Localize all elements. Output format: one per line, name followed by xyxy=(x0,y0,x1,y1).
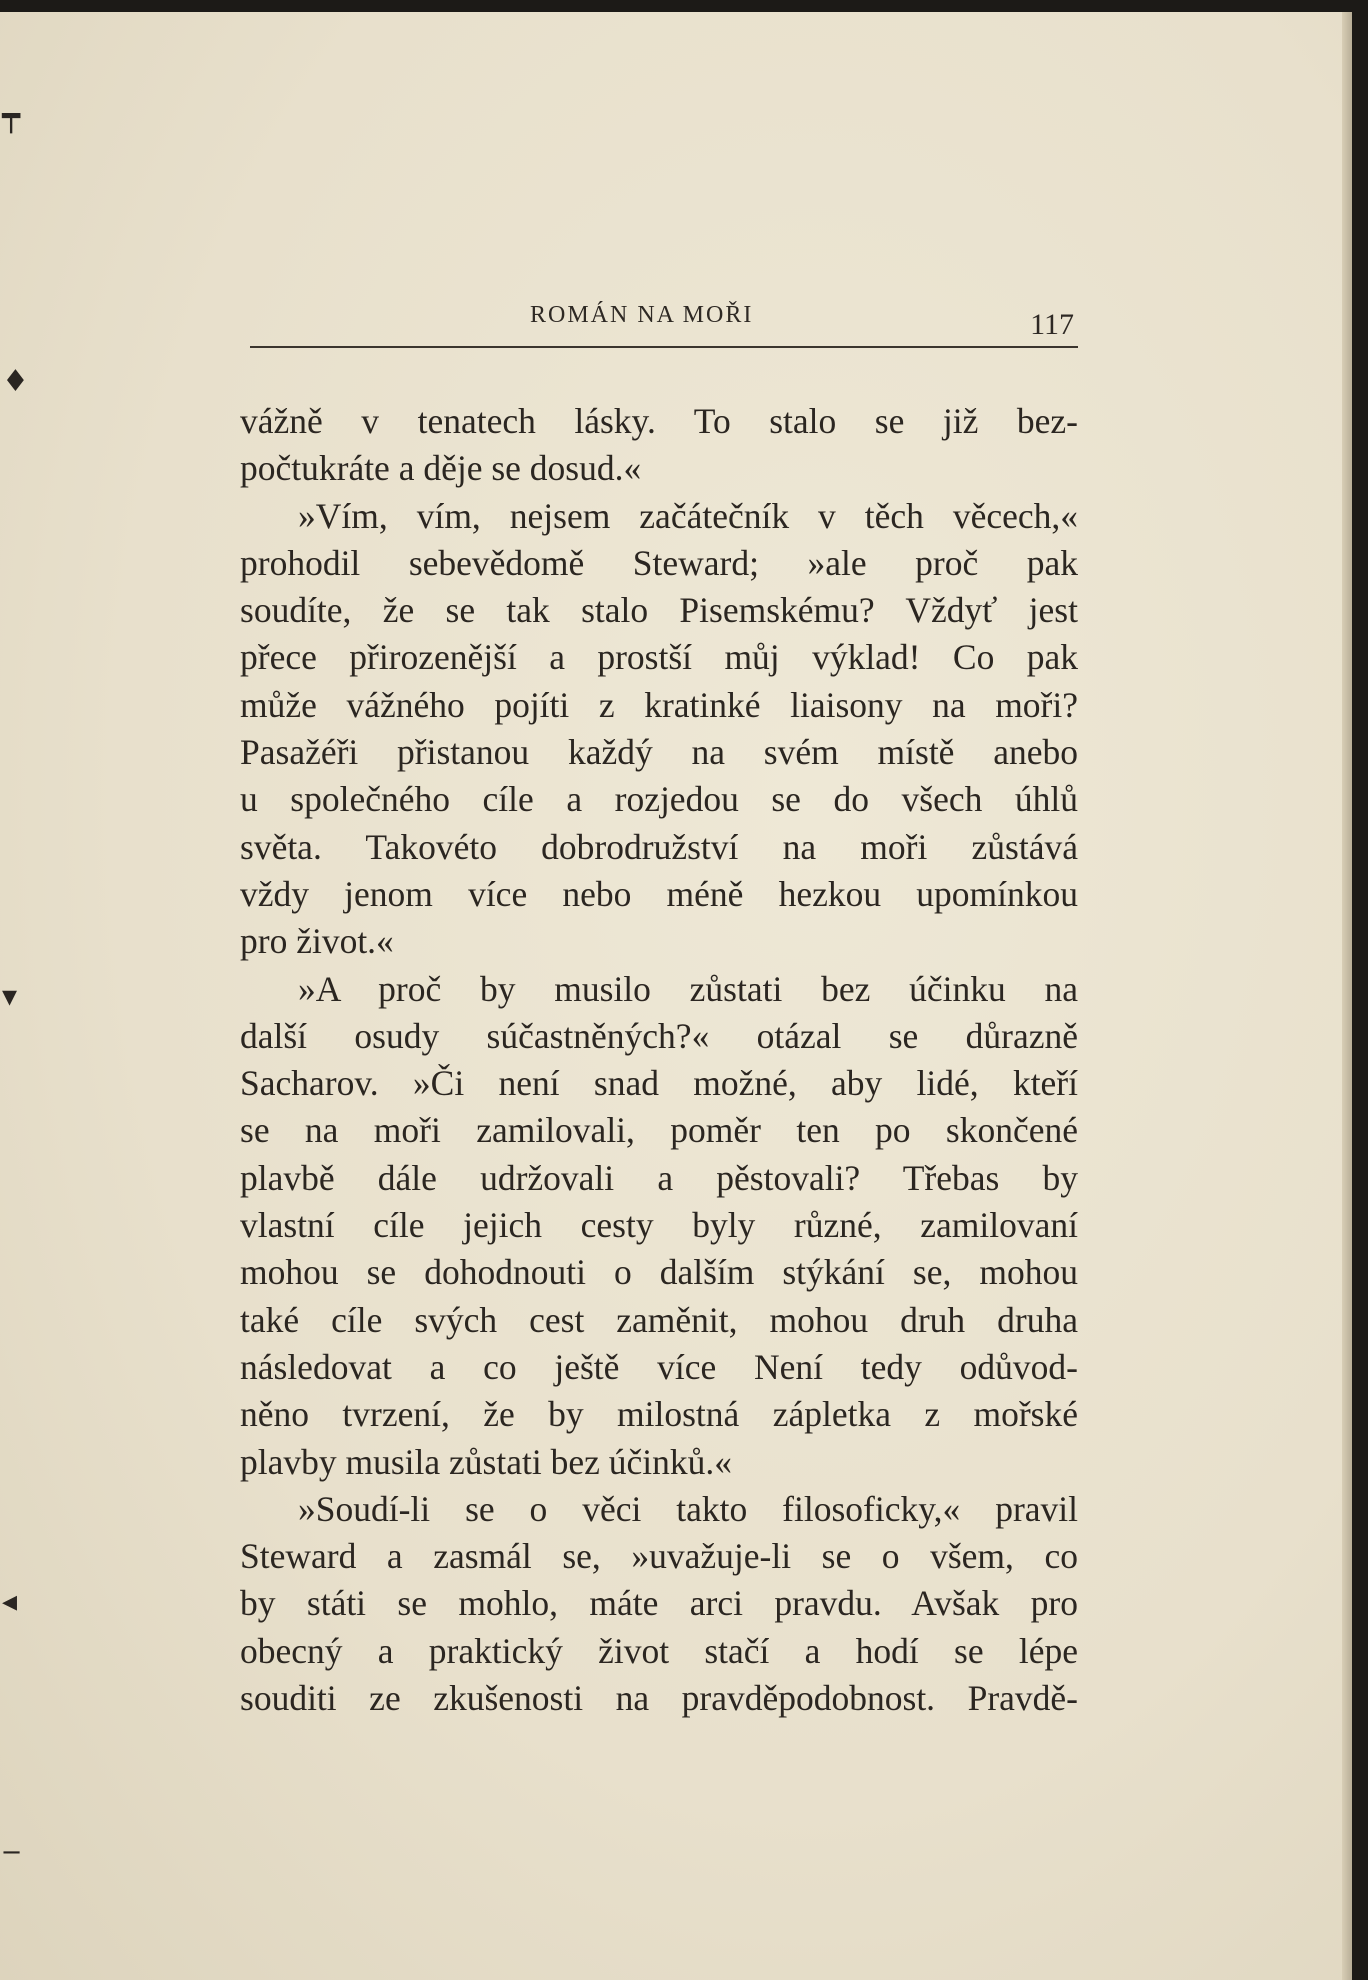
text-line: také cíle svých cest zaměnit, mohou druh druha xyxy=(240,1299,1078,1340)
text-line: vždy jenom více nebo méně hezkou upomínkou xyxy=(240,873,1078,914)
paragraph xyxy=(240,398,1078,493)
text-line: Steward a zasmál se, »uvažuje-li se o všem, co xyxy=(240,1536,1078,1577)
text-line: plavbě dále udržovali a pěstovali? Třebas by xyxy=(240,1157,1078,1198)
margin-mark-4: ◂ xyxy=(2,1584,18,1619)
margin-mark-5: ‒ xyxy=(2,1834,22,1869)
text-line: přece přirozenější a prostší můj výklad! Co pak xyxy=(240,637,1078,678)
text-line: »Vím, vím, nejsem začátečník v těch věcech,« xyxy=(298,495,1078,536)
text-line: další osudy súčastněných?« otázal se důrazně xyxy=(240,1015,1078,1056)
page-header xyxy=(250,288,1078,348)
text-line: Pasažéři přistanou každý na svém místě anebo xyxy=(240,732,1078,773)
page-number: 117 xyxy=(1030,308,1074,341)
paragraph xyxy=(240,1486,1078,1722)
paragraph xyxy=(240,966,1078,1486)
text-line: »A proč by musilo zůstati bez účinku na xyxy=(298,968,1078,1009)
page-edge xyxy=(1342,12,1352,1980)
text-line: světa. Takovéto dobrodružství na moři zůstává xyxy=(240,826,1078,867)
text-line: u společného cíle a rozjedou se do všech úhlů xyxy=(240,779,1078,820)
text-line: následovat a co ještě více Není tedy odůvod- xyxy=(240,1346,1078,1387)
text-line: vážně v tenatech lásky. To stalo se již bez- xyxy=(240,401,1078,441)
text-line: soudíte, že se tak stalo Pisemskému? Vždyť jest xyxy=(240,590,1078,631)
text-line: »Soudí-li se o věci takto filosoficky,« pravil xyxy=(298,1488,1078,1529)
book-page xyxy=(0,12,1352,1980)
body-text xyxy=(240,398,1078,1722)
text-line: souditi ze zkušenosti na pravděpodobnost. Pravdě- xyxy=(240,1678,1078,1719)
text-line: vlastní cíle jejich cesty byly různé, zamilovaní xyxy=(240,1205,1078,1246)
text-line: počtukráte a děje se dosud.« xyxy=(240,448,642,489)
text-line: prohodil sebevědomě Steward; »ale proč pak xyxy=(240,542,1078,583)
margin-mark-1: ┯ xyxy=(2,99,21,134)
running-title: ROMÁN NA MOŘI xyxy=(530,302,754,328)
text-line: mohou se dohodnouti o dalším stýkání se, mohou xyxy=(240,1252,1078,1293)
text-line: se na moři zamilovali, poměr ten po skončené xyxy=(240,1110,1078,1151)
text-line: něno tvrzení, že by milostná zápletka z mořské xyxy=(240,1394,1078,1435)
text-line: plavby musila zůstati bez účinků.« xyxy=(240,1441,732,1482)
text-line: může vážného pojíti z kratinké liaisony na moři? xyxy=(240,684,1078,725)
margin-mark-2: ♦ xyxy=(2,364,29,399)
margin-mark-3: ▾ xyxy=(2,979,18,1014)
text-line: by státi se mohlo, máte arci pravdu. Avšak pro xyxy=(240,1583,1078,1624)
text-line: obecný a praktický život stačí a hodí se lépe xyxy=(240,1630,1078,1671)
text-line: pro život.« xyxy=(240,921,394,962)
text-line: Sacharov. »Či není snad možné, aby lidé, kteří xyxy=(240,1063,1078,1104)
paragraph xyxy=(240,493,1078,966)
